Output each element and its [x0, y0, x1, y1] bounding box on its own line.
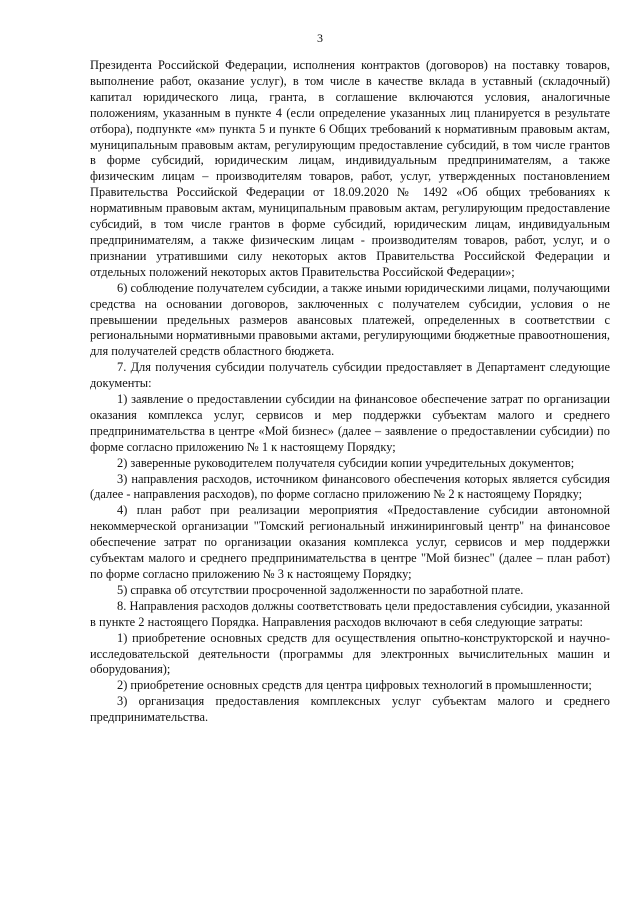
paragraph-7-item-5: 5) справка об отсутствии просроченной задолженности по заработной плате.	[117, 582, 524, 597]
paragraph-clause-8: 8. Направления расходов должны соответствовать цели предоставления субсидии, указанной в пункте 2 настоящего Порядка. Направления расходов включают в себя следующие затраты:	[90, 598, 610, 629]
paragraph-clause-7: 7. Для получения субсидии получатель субсидии предоставляет в Департамент следующие документы:	[90, 360, 610, 391]
paragraph-continuation: Президента Российской Федерации, исполнения контрактов (договоров) на поставку товаров, выполнение работ, оказание услуг), в том числе в качестве вклада в уставный (складочный) капитал юридического лица, гранта, в соглашение включаются условия, аналогичные положениям, указанным в пункте 4 (если определение указанных лиц планируется в результате отбора), подпункте «м» пункта 5 и пункте 6 Общих требований к нормативным правовым актам, муниципальным правовым актам, регулирующим предоставление субсидий, в том числе грантов в форме субсидий, юридическим лицам, индивидуальным предпринимателям, а также физическим лицам – производителям товаров, работ, услуг, утвержденных постановлением Правительства Российской Федерации от 18.09.2020 № 1492 «Об общих требованиях к нормативным правовым актам, муниципальным правовым актам, регулирующим предоставление субсидий, в том числе грантов в форме субсидий, юридическим лицам, индивидуальным предпринимателям, а также физическим лицам - производителям товаров, работ, услуг, и о признании утратившими силу некоторых актов Правительства Российской Федерации и отдельных положений некоторых актов Правительства Российской Федерации»;	[90, 58, 610, 279]
paragraph-8-item-3: 3) организация предоставления комплексных услуг субъектам малого и среднего предпринимательства.	[90, 694, 610, 725]
paragraph-8-item-2: 2) приобретение основных средств для центра цифровых технологий в промышленности;	[117, 678, 592, 693]
document-body	[90, 58, 610, 726]
paragraph-7-item-1: 1) заявление о предоставлении субсидии на финансовое обеспечение затрат по организации оказания комплекса услуг, сервисов и мер поддержки субъектам малого и среднего предпринимательства в центре «Мой бизнес» (далее – заявление о предоставлении субсидии) по форме согласно приложению № 1 к настоящему Порядку;	[90, 392, 610, 454]
paragraph-8-item-1: 1) приобретение основных средств для осуществления опытно-конструкторской и научно-исследовательской деятельности (программы для электронных вычислительных машин и оборудования);	[90, 630, 610, 677]
paragraph-item-6: 6) соблюдение получателем субсидии, а также иными юридическими лицами, получающими средства на основании договоров, заключенных с получателем субсидии, условия о не превышении предельных размеров авансовых платежей, определенных в соответствии с региональными нормативными правовыми актами, регулирующими бюджетные правоотношения, для получателей средств областного бюджета.	[90, 280, 610, 359]
page-number: 3	[317, 31, 323, 45]
paragraph-7-item-2: 2) заверенные руководителем получателя субсидии копии учредительных документов;	[117, 455, 575, 470]
paragraph-7-item-3: 3) направления расходов, источником финансового обеспечения которых является субсидия (далее - направления расходов), по форме согласно приложению № 2 к настоящему Порядку;	[90, 471, 610, 502]
paragraph-7-item-4: 4) план работ при реализации мероприятия «Предоставление субсидии автономной некоммерческой организации "Томский региональный инжиниринговый центр" на финансовое обеспечение затрат по организации оказания комплекса услуг, сервисов и мер поддержки субъектам малого и среднего предпринимательства в центре "Мой бизнес" (далее – план работ) по форме согласно приложению № 3 к настоящему Порядку;	[90, 503, 610, 581]
